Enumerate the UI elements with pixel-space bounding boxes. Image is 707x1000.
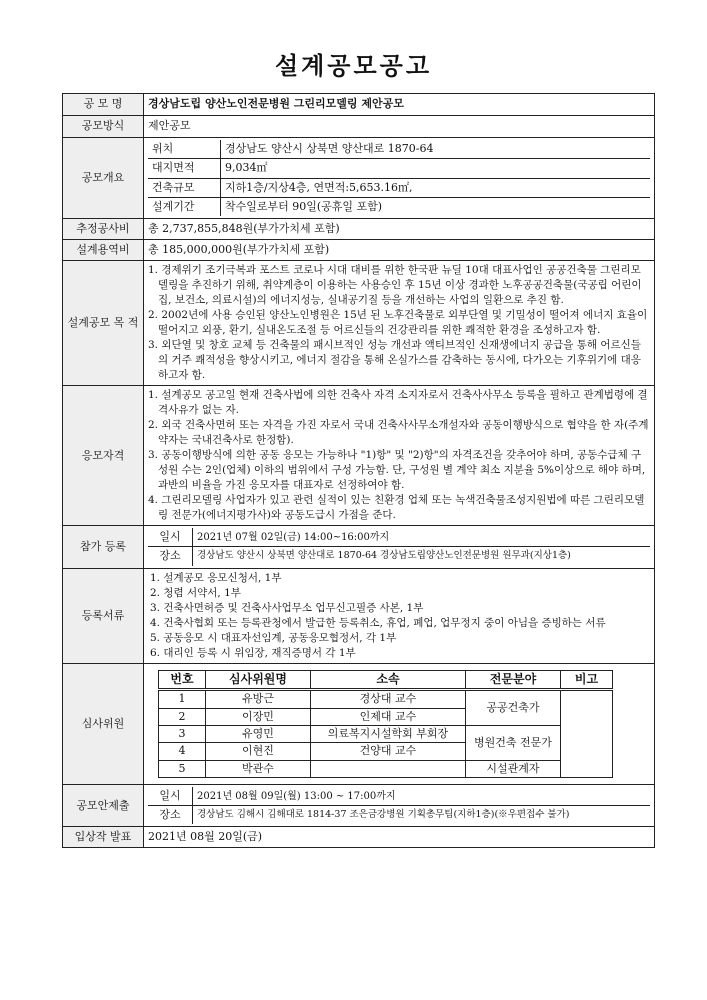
purpose-item: 1. 경제위기 조기극복과 포스트 코로나 시대 대비를 위한 한국판 뉴딜 10대 대표사업인 공공건축물 그린리모델링을 추진하기 위해, 취약계층이 이용하는 사용승인 후 15년 이상 경과한 노후공공건축물(국공립 어린이집, 보건소, 의료시설)의 에너지성능, 실내공기질 등을 개선하는 사업의 일환으로 추진 함. <box>148 264 642 307</box>
submission-cell <box>144 784 655 827</box>
label-qualification: 응모자격 <box>63 386 144 526</box>
overview-key: 설계기간 <box>148 197 221 216</box>
overview-table <box>148 140 650 216</box>
design-fee: 총 185,000,000원(부가가치세 포함) <box>144 240 655 261</box>
registration-value: 경상남도 양산시 상북면 양산대로 1870-64 경상남도립양산노인전문병원 원무과(지상1층) <box>197 550 571 562</box>
jury-header: 비고 <box>561 670 613 690</box>
jury-org: 인제대 교수 <box>311 708 466 725</box>
jury-no: 5 <box>159 760 206 777</box>
jury-header: 심사위원명 <box>206 670 311 690</box>
document-item: 3. 건축사면허증 및 건축사사업무소 업무신고필증 사본, 1부 <box>150 601 424 614</box>
submission-value: 경상남도 김해시 김해대로 1814-37 조은금강병원 기획총무팀(지하1층)(※우편접수 불가) <box>197 809 570 821</box>
jury-header: 번호 <box>159 670 206 690</box>
overview-value: 착수일로부터 90일(공휴일 포함) <box>225 199 383 213</box>
overview-key: 위치 <box>148 140 221 159</box>
jury-name: 이장민 <box>206 708 311 725</box>
jury-cell <box>144 663 655 784</box>
estimated-cost: 총 2,737,855,848원(부가가치세 포함) <box>144 219 655 240</box>
label-purpose: 설계공모 목 적 <box>63 261 144 386</box>
jury-org: 경상대 교수 <box>311 690 466 708</box>
document-item: 4. 건축사협회 또는 등록관청에서 발급한 등록취소, 휴업, 폐업, 업무정지 중이 아님을 증빙하는 서류 <box>150 616 606 629</box>
jury-header: 소속 <box>311 670 466 690</box>
label-jury: 심사위원 <box>63 663 144 784</box>
label-submission: 공모안제출 <box>63 784 144 827</box>
page-title: 설계공모공고 <box>274 51 433 80</box>
announcement-table <box>62 93 655 848</box>
label-cost: 추정공사비 <box>63 219 144 240</box>
qualification-item: 2. 외국 건축사면허 또는 자격을 가진 자로서 국내 건축사사무소개설자와 공동이행방식으로 협약을 한 자(주계약자는 국내건축사로 한정함). <box>148 419 649 447</box>
registration-value: 2021년 07월 02일(금) 14:00~16:00까지 <box>193 528 651 547</box>
jury-name: 이현진 <box>206 743 311 760</box>
jury-name: 유방근 <box>206 690 311 708</box>
qualification-item: 1. 설계공모 공고일 현재 건축사법에 의한 건축사 자격 소지자로서 건축사사무소 등록을 필하고 관계법령에 결격사유가 없는 자. <box>148 389 648 417</box>
overview-cell <box>144 138 655 219</box>
overview-key: 대지면적 <box>148 159 221 178</box>
registration-key: 장소 <box>148 547 193 566</box>
jury-no: 3 <box>159 725 206 742</box>
label-name: 공 모 명 <box>63 94 144 116</box>
overview-value: 지하1층/지상4층, 연면적:5,653.16㎡, <box>221 178 651 197</box>
documents-cell <box>144 568 655 663</box>
submission-table <box>148 787 650 825</box>
overview-key: 건축규모 <box>148 178 221 197</box>
jury-field: 시설관계자 <box>466 760 561 777</box>
purpose-item: 2. 2002년에 사용 승인된 양산노인병원은 15년 된 노후건축물로 외부단열 및 기밀성이 떨어져 에너지 효율이 떨어지고 외풍, 환기, 실내온도조절 등 어르신들의 건강관리를 위한 쾌적한 환경을 조성하고자 함. <box>148 309 648 337</box>
submission-key: 일시 <box>148 787 193 806</box>
purpose-item: 3. 외단열 및 창호 교체 등 건축물의 패시브적인 성능 개선과 액티브적인 신재생에너지 공급을 통해 어르신들의 거주 쾌적성을 향상시키고, 에너지 절감을 통해 온실가스를 감축하는 동시에, 다가오는 기후위기에 대응하고자 함. <box>148 339 641 382</box>
overview-value: 9,034㎡ <box>221 159 651 178</box>
jury-header: 전문분야 <box>466 670 561 690</box>
label-overview: 공모개요 <box>63 138 144 219</box>
label-method: 공모방식 <box>63 116 144 138</box>
submission-key: 장소 <box>148 806 193 825</box>
submission-value: 2021년 08월 09일(월) 13:00 ~ 17:00까지 <box>193 787 651 806</box>
registration-table <box>148 528 650 566</box>
document-item: 1. 설계공모 응모신청서, 1부 <box>150 571 282 584</box>
jury-org <box>311 760 466 777</box>
qualification-cell <box>144 386 655 526</box>
contest-name: 경상남도립 양산노인전문병원 그린리모델링 제안공모 <box>144 94 655 116</box>
jury-field: 병원건축 전문가 <box>466 725 561 760</box>
overview-value: 경상남도 양산시 상북면 양산대로 1870-64 <box>221 140 651 159</box>
jury-table <box>158 670 613 778</box>
label-documents: 등록서류 <box>63 568 144 663</box>
jury-note <box>561 690 613 777</box>
jury-org: 의료복지시설학회 부회장 <box>311 725 466 742</box>
qualification-item: 3. 공동이행방식에 의한 공동 응모는 가능하나 "1)항" 및 "2)항"의 자격조건을 갖추어야 하며, 공동수급체 구성원 수는 2인(업체) 이하의 범위에서 구성 가능함. 단, 구성원 별 계약 최소 지분율 5%이상으로 해야 하며, 과반의 비율을 가진 응모자를 대표자로 선정하여야 함. <box>148 449 646 492</box>
jury-field: 공공건축가 <box>466 690 561 726</box>
registration-key: 일시 <box>148 528 193 547</box>
jury-name: 유영민 <box>206 725 311 742</box>
jury-name: 박관수 <box>206 760 311 777</box>
jury-no: 4 <box>159 743 206 760</box>
label-registration: 참가 등록 <box>63 526 144 569</box>
announce-date: 2021년 08월 20일(금) <box>144 827 655 848</box>
label-announce: 입상작 발표 <box>63 827 144 848</box>
label-fee: 설계용역비 <box>63 240 144 261</box>
document-item: 5. 공동응모 시 대표자선임계, 공동응모협정서, 각 1부 <box>150 631 397 644</box>
contest-method: 제안공모 <box>144 116 655 138</box>
jury-no: 1 <box>159 690 206 708</box>
jury-org: 건양대 교수 <box>311 743 466 760</box>
qualification-item: 4. 그린리모델링 사업자가 있고 관련 실적이 있는 친환경 업체 또는 녹색건축물조성지원법에 따른 그린리모델링 전문가(에너지평가사)와 공동도급시 가점을 준다. <box>148 494 645 522</box>
jury-no: 2 <box>159 708 206 725</box>
document-item: 2. 청렴 서약서, 1부 <box>150 586 241 599</box>
document-item: 6. 대리인 등록 시 위임장, 재직증명서 각 1부 <box>150 646 356 659</box>
registration-cell <box>144 526 655 569</box>
purpose-cell <box>144 261 655 386</box>
